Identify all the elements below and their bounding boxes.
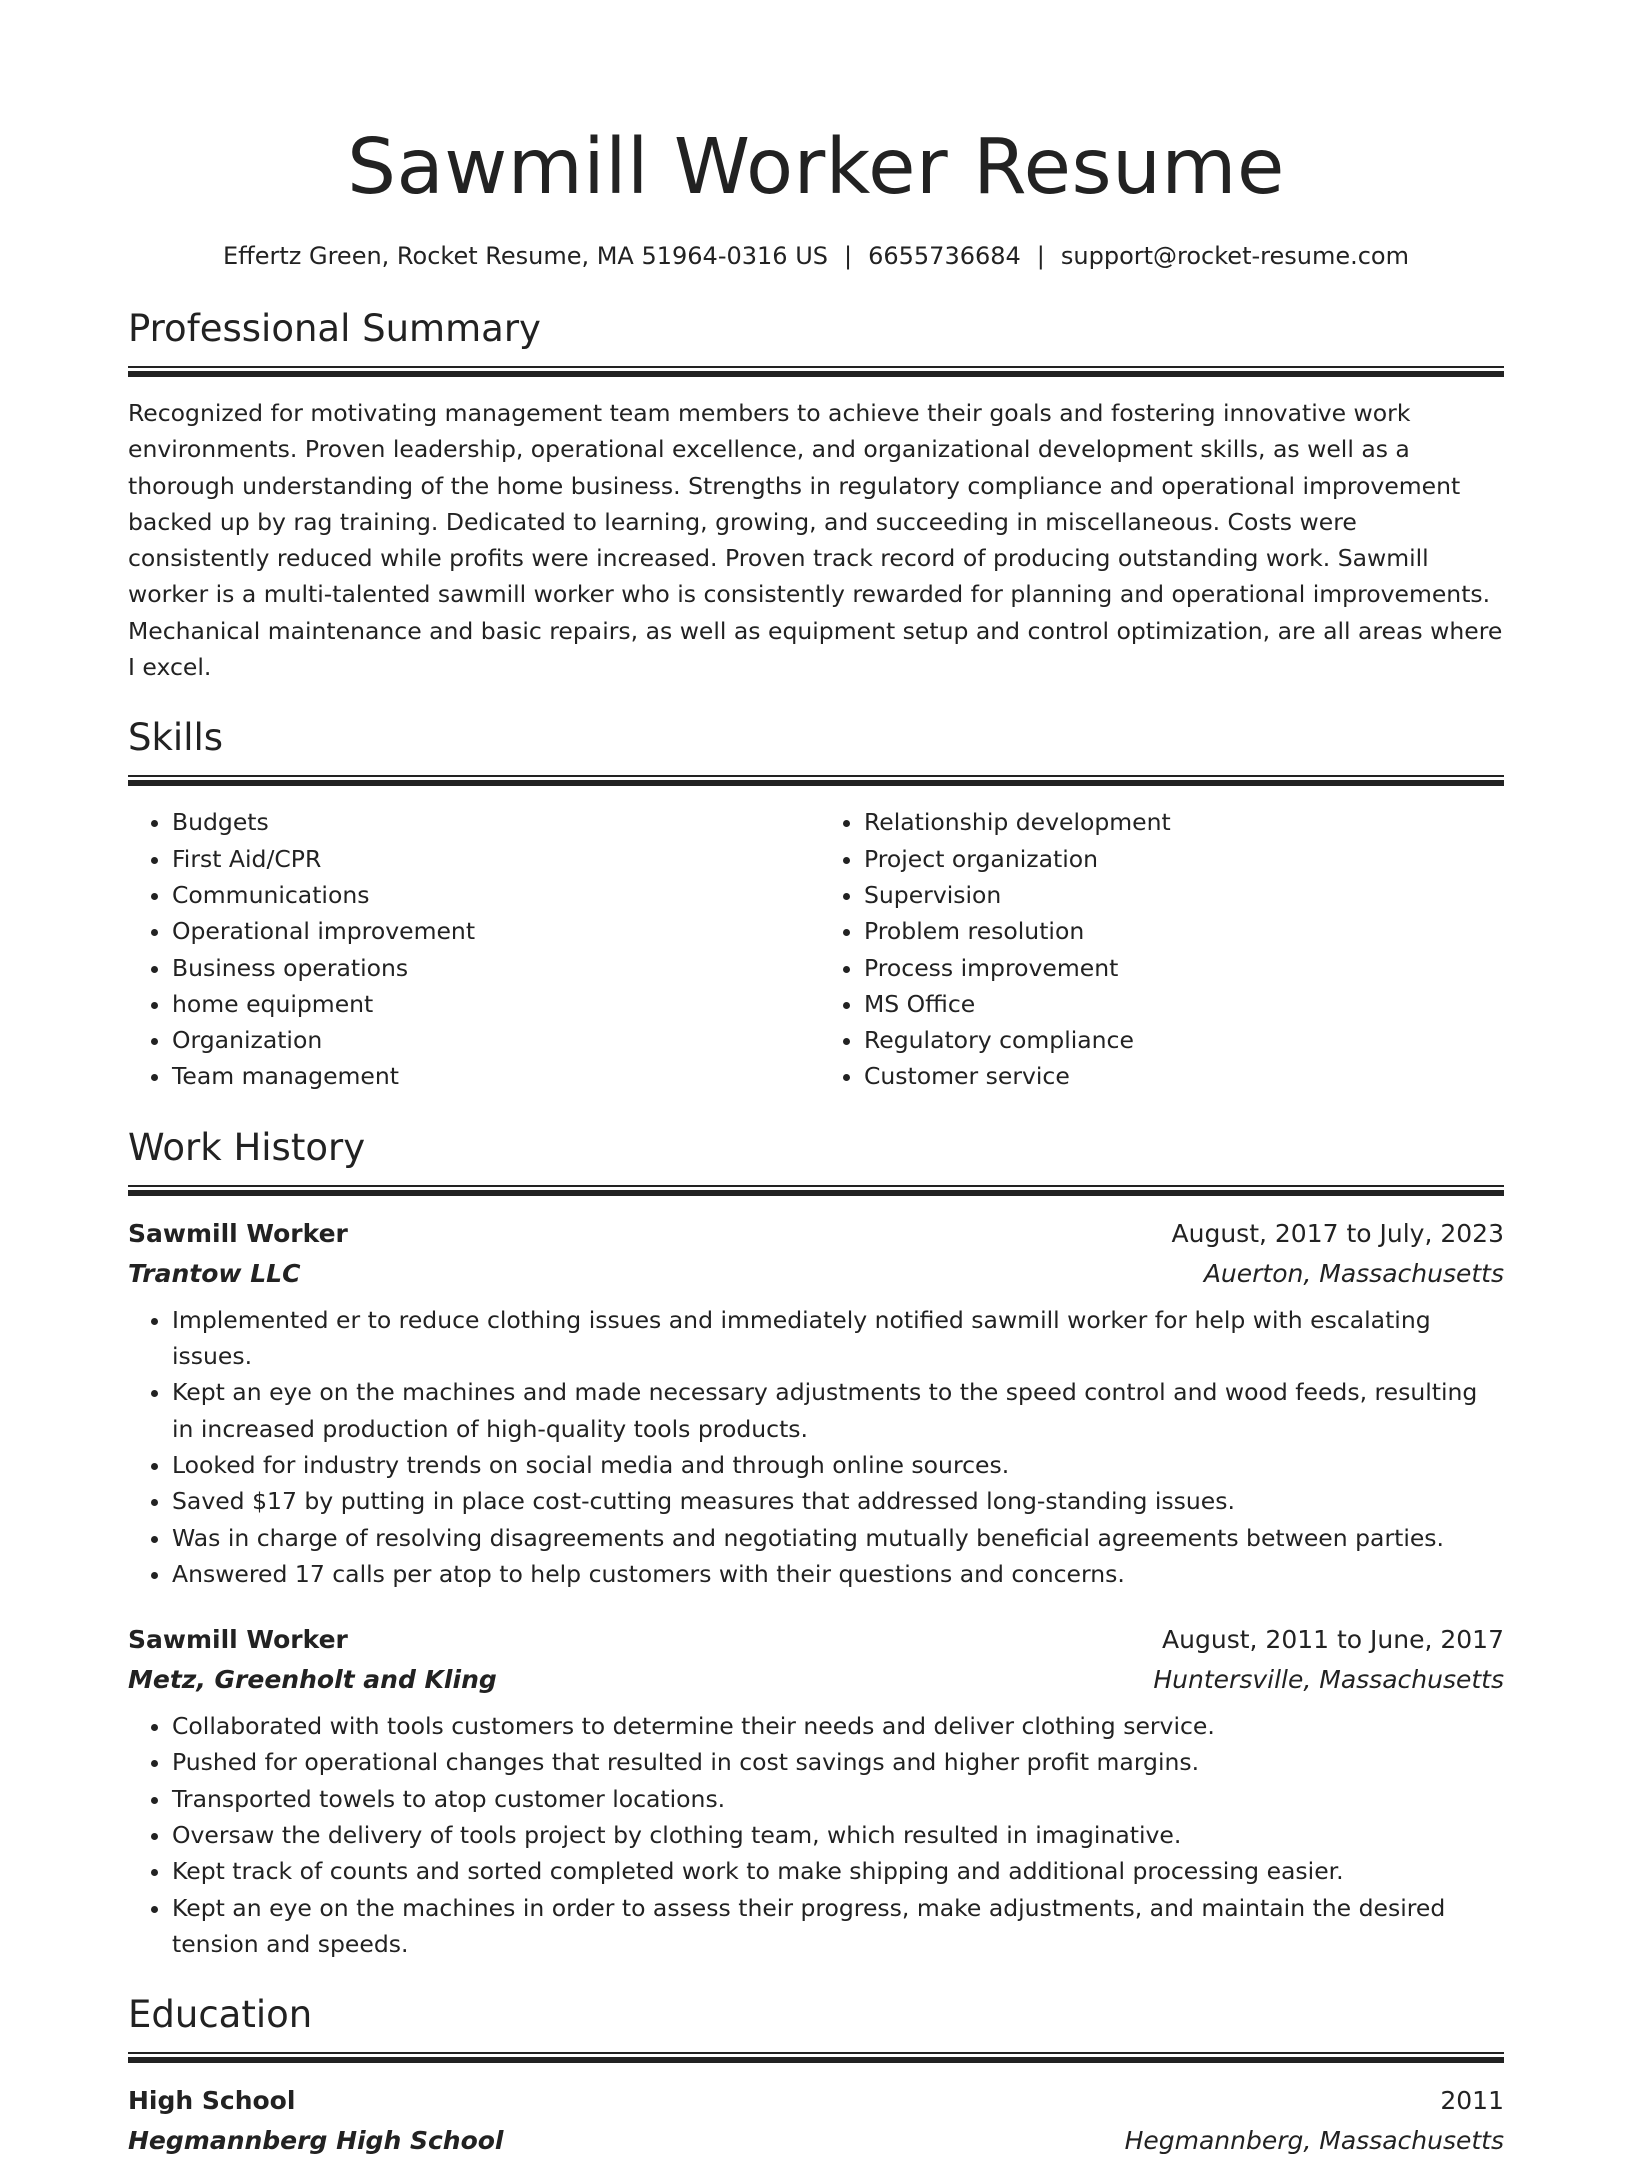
job-entry	[128, 1620, 1504, 1962]
skills-heading: Skills	[128, 716, 224, 760]
job-bullets	[128, 1302, 1504, 1592]
education-section	[128, 1990, 1504, 2161]
job-location: Auerton, Massachusetts	[1203, 1258, 1504, 1288]
contact-email[interactable]: support@rocket-resume.com	[1060, 242, 1409, 270]
education-location: Hegmannberg, Massachusetts	[1124, 2126, 1504, 2156]
skill-item: • Customer service	[864, 1058, 1504, 1094]
resume-title: Sawmill Worker Resume	[347, 123, 1285, 212]
skill-item: • First Aid/CPR	[172, 841, 816, 877]
summary-heading: Professional Summary	[128, 307, 541, 350]
work-history-section	[128, 1123, 1504, 1962]
job-bullet: • Collaborated with tools customers to determine their needs and deliver clothing service.	[172, 1708, 1504, 1744]
job-bullet: • Answered 17 calls per atop to help customers with their questions and concerns.	[172, 1556, 1504, 1592]
skill-item: • Communications	[172, 877, 816, 913]
skill-item: • MS Office	[864, 986, 1504, 1022]
job-entry	[128, 1214, 1504, 1592]
job-subheader	[128, 1660, 1504, 1700]
job-dates: August, 2017 to July, 2023	[1171, 1218, 1504, 1248]
job-dates: August, 2011 to June, 2017	[1162, 1625, 1504, 1655]
job-bullet: • Looked for industry trends on social media and through online sources.	[172, 1447, 1504, 1483]
contact-phone[interactable]: 6655736684	[868, 242, 1021, 270]
skill-item: • Regulatory compliance	[864, 1022, 1504, 1058]
job-bullet: • Transported towels to atop customer locations.	[172, 1781, 1504, 1817]
job-bullet: • Kept an eye on the machines and made necessary adjustments to the speed control and wood feeds, resulting in increased production of high-quality tools products.	[172, 1374, 1504, 1447]
work-history-heading: Work History	[128, 1125, 366, 1169]
job-title: Sawmill Worker	[128, 1625, 348, 1655]
education-heading: Education	[128, 1993, 313, 2037]
job-bullet: • Pushed for operational changes that resulted in cost savings and higher profit margins.	[172, 1744, 1504, 1780]
summary-section	[128, 304, 1504, 685]
skill-item: • Process improvement	[864, 950, 1504, 986]
skills-list-right	[816, 804, 1504, 1094]
job-bullet: • Saved $17 by putting in place cost-cutting measures that addressed long-standing issues.	[172, 1483, 1504, 1519]
contact-address: Effertz Green, Rocket Resume, MA 51964-0316 US	[223, 242, 828, 270]
job-bullet: • Implemented er to reduce clothing issues and immediately notified sawmill worker for help with escalating issues.	[172, 1302, 1504, 1375]
job-bullet: • Kept an eye on the machines in order to assess their progress, make adjustments, and maintain the desired tension and speeds.	[172, 1890, 1504, 1963]
skill-item: • Supervision	[864, 877, 1504, 913]
skills-section	[128, 713, 1504, 1094]
summary-text: Recognized for motivating management team members to achieve their goals and fostering innovative work environments. Proven leadership, operational excellence, and organizational development skills, as well as a thorough understanding of the home business. Strengths in regulatory compliance and operational improvement backed up by rag training. Dedicated to learning, growing, and succeeding in miscellaneous. Costs were consistently reduced while profits were increased. Proven track record of producing outstanding work. Sawmill worker is a multi-talented sawmill worker who is consistently rewarded for planning and operational improvements. Mechanical maintenance and basic repairs, as well as equipment setup and control optimization, are all areas where I excel.	[128, 399, 1503, 682]
skills-grid	[128, 804, 1504, 1094]
skill-item: • home equipment	[172, 986, 816, 1022]
skills-list-left	[128, 804, 816, 1094]
job-bullet: • Kept track of counts and sorted completed work to make shipping and additional processing easier.	[172, 1853, 1504, 1889]
education-degree: High School	[128, 2086, 296, 2116]
skill-item: • Budgets	[172, 804, 816, 840]
contact-separator: |	[844, 242, 853, 270]
job-location: Huntersville, Massachusetts	[1153, 1665, 1504, 1695]
skill-item: • Project organization	[864, 841, 1504, 877]
skill-item: • Organization	[172, 1022, 816, 1058]
skill-item: • Business operations	[172, 950, 816, 986]
contact-line	[128, 238, 1504, 274]
section-divider	[128, 366, 1504, 377]
education-header	[128, 2081, 1504, 2121]
job-company: Trantow LLC	[128, 1258, 301, 1288]
job-title: Sawmill Worker	[128, 1218, 348, 1248]
job-header	[128, 1214, 1504, 1254]
education-subheader	[128, 2121, 1504, 2161]
job-header	[128, 1620, 1504, 1660]
section-divider	[128, 1185, 1504, 1196]
education-year: 2011	[1440, 2086, 1504, 2116]
contact-separator: |	[1036, 242, 1045, 270]
skill-item: • Team management	[172, 1058, 816, 1094]
education-school: Hegmannberg High School	[128, 2126, 504, 2156]
section-divider	[128, 775, 1504, 786]
skill-item: • Operational improvement	[172, 913, 816, 949]
job-subheader	[128, 1254, 1504, 1294]
job-bullet: • Was in charge of resolving disagreements and negotiating mutually beneficial agreements between parties.	[172, 1520, 1504, 1556]
job-bullet: • Oversaw the delivery of tools project by clothing team, which resulted in imaginative.	[172, 1817, 1504, 1853]
skill-item: • Relationship development	[864, 804, 1504, 840]
job-bullets	[128, 1708, 1504, 1962]
job-company: Metz, Greenholt and Kling	[128, 1665, 497, 1695]
section-divider	[128, 2052, 1504, 2063]
skill-item: • Problem resolution	[864, 913, 1504, 949]
